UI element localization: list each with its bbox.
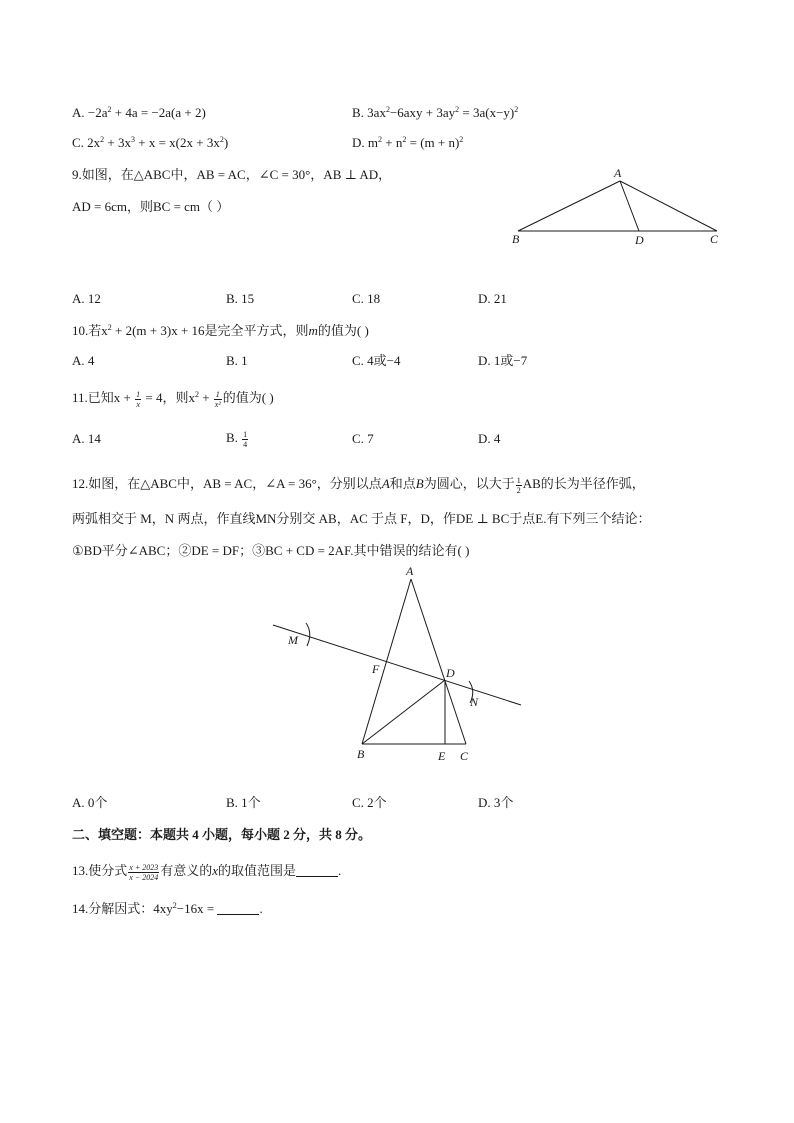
- q12-stem-line2: 两弧相交于 M，N 两点，作直线MN分别交 AB，AC 于点 F，D，作DE ⊥ BC于点E.有下列三个结论：: [72, 511, 651, 526]
- q12-label-b: B: [357, 747, 365, 761]
- q13-fraction: $\frac{x + 2023}{x - 2024}$: [129, 862, 159, 882]
- q9-label-d: D: [635, 233, 644, 247]
- q14-stem: 14.分解因式：$4xy^2-16x$ = .: [72, 901, 263, 916]
- q10-option-d: D. 1或−7: [478, 353, 528, 368]
- q9-label-b: B: [512, 232, 520, 246]
- q10-stem: 10.若$x^2 + 2(m + 3)x + 16$是完全平方式，则m的值为( ): [72, 323, 369, 338]
- q12-stem-line3: ①BD平分∠ABC；②DE = DF；③BC + CD = 2AF.其中错误的结论有( ): [72, 543, 470, 558]
- q11-option-c: C. 7: [352, 431, 374, 446]
- q9-figure: [505, 165, 730, 250]
- q9-seg-ad: [620, 181, 639, 231]
- q12-option-c: C. 2个: [352, 795, 387, 810]
- q8-option-d: D. $m^2 + n^2 = (m + n)^2$: [352, 135, 464, 150]
- q9-stem-line1: 9.如图，在△ABC中，AB = AC，∠C = 30°，AB ⊥ AD，: [72, 167, 392, 182]
- q9-seg-ac: [620, 181, 717, 231]
- q12-stem-line1: 12.如图，在△ABC中，AB = AC，∠A = 36°，分别以点A和点B为圆心，以大于 $\frac{1}{2}$ AB的长为半径作弧，: [72, 475, 645, 495]
- q12-seg-bd: [362, 680, 445, 744]
- q9-label-c: C: [710, 232, 719, 246]
- q12-figure: [265, 563, 530, 768]
- q12-seg-ac: [411, 579, 466, 744]
- q12-option-b: B. 1个: [226, 795, 261, 810]
- q12-label-m: M: [288, 633, 298, 647]
- section-2-title: 二、填空题：本题共 4 小题，每小题 2 分，共 8 分。: [72, 827, 372, 842]
- q12-label-n: N: [470, 695, 479, 709]
- q13-answer-blank[interactable]: [296, 864, 338, 877]
- q9-seg-ab: [518, 181, 620, 231]
- q11-option-d: D. 4: [478, 431, 501, 446]
- q11-option-a: A. 14: [72, 431, 101, 446]
- q11-fraction-2: $\frac{1}{\text{x²}}$: [214, 389, 221, 409]
- q9-stem-line2: AD = 6cm，则BC = cm（ ）: [72, 199, 230, 214]
- q12-label-d: D: [446, 666, 455, 680]
- q9-option-c: C. 18: [352, 291, 381, 306]
- q9-option-b: B. 15: [226, 291, 255, 306]
- q11-stem: 11.已知x + $\frac{1}{x}$ = 4，则$x^2$ + $\frac{1}{\text{x²}}$ 的值为( ): [72, 389, 274, 409]
- q12-option-d: D. 3个: [478, 795, 514, 810]
- q10-option-b: B. 1: [226, 353, 248, 368]
- q9-option-d: D. 21: [478, 291, 507, 306]
- q9-label-a: A: [614, 166, 622, 180]
- q8-option-c: C. $2x^2 + 3x^3 + x = x(2x + 3x^2)$: [72, 135, 229, 150]
- q11-option-b: B. $\frac{1}{4}$: [226, 429, 248, 449]
- q13-stem: 13.使分式 $\frac{x + 2023}{x - 2024}$ 有意义的x的取值范围是 .: [72, 862, 342, 882]
- q12-label-c: C: [460, 749, 469, 763]
- q11-option-b-fraction: $\frac{1}{4}$: [243, 429, 248, 449]
- q12-label-f: F: [372, 662, 380, 676]
- q8-option-a: A. $-2a^2 + 4a = -2a(a + 2)$: [72, 105, 206, 120]
- q12-label-a: A: [406, 564, 414, 578]
- q12-option-a: A. 0个: [72, 795, 108, 810]
- q14-answer-blank[interactable]: [217, 902, 259, 915]
- q8-option-b: B. $3ax^2-6axy + 3ay^2 = 3a(x-y)^2$: [352, 105, 519, 120]
- q12-arc-m: [306, 623, 310, 646]
- q12-label-e: E: [438, 749, 446, 763]
- q12-fraction: $\frac{1}{2}$: [516, 475, 521, 495]
- q12-line-mn: [273, 625, 521, 705]
- q10-option-c: C. 4或−4: [352, 353, 401, 368]
- q11-fraction-1: $\frac{1}{x}$: [136, 389, 141, 409]
- q9-option-a: A. 12: [72, 291, 101, 306]
- q10-option-a: A. 4: [72, 353, 95, 368]
